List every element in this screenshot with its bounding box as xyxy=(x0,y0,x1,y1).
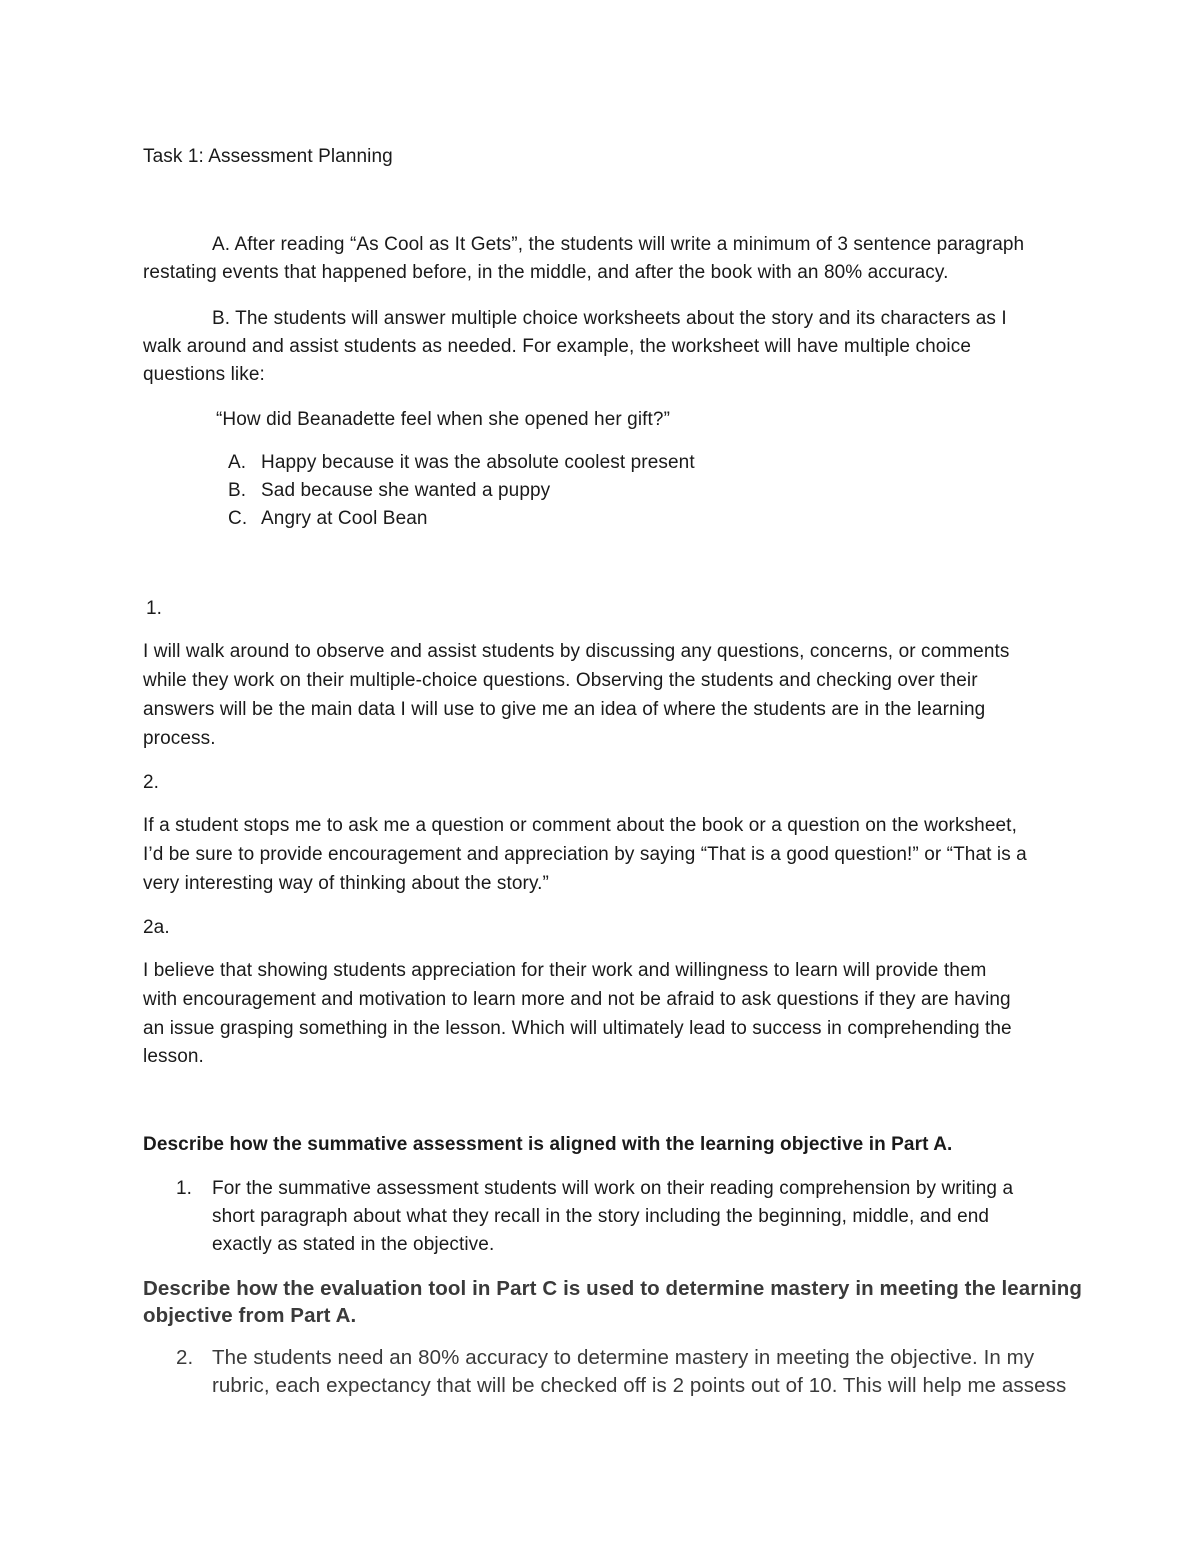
document-title: Task 1: Assessment Planning xyxy=(143,146,393,167)
section-1-line: I will walk around to observe and assist students by discussing any questions, concerns, or comments xyxy=(143,641,1010,662)
objective-b-line-1: B. The students will answer multiple choice worksheets about the story and its characters as I xyxy=(212,308,1007,329)
choice-text: Angry at Cool Bean xyxy=(261,508,428,529)
choice-letter: B. xyxy=(228,480,247,501)
section-2-line: I’d be sure to provide encouragement and appreciation by saying “That is a good question!” or “That is a xyxy=(143,844,1027,865)
section-2a-line: lesson. xyxy=(143,1046,204,1067)
section-2-line: very interesting way of thinking about the story.” xyxy=(143,873,549,894)
section-2a-line: with encouragement and motivation to learn more and not be afraid to ask questions if they are having xyxy=(143,989,1011,1010)
section-2a-line: I believe that showing students appreciation for their work and willingness to learn will provide them xyxy=(143,960,987,981)
objective-a-line-2: restating events that happened before, in the middle, and after the book with an 80% accuracy. xyxy=(143,262,949,283)
section-1-line: while they work on their multiple-choice questions. Observing the students and checking over their xyxy=(143,670,978,691)
sample-question: “How did Beanadette feel when she opened her gift?” xyxy=(216,409,671,430)
evaluation-item-number: 2. xyxy=(176,1346,194,1369)
choice-text: Happy because it was the absolute coolest present xyxy=(261,452,695,473)
evaluation-line: The students need an 80% accuracy to determine mastery in meeting the objective. In my xyxy=(212,1346,1035,1369)
choice-letter: A. xyxy=(228,452,247,473)
section-1-label: 1. xyxy=(146,598,163,619)
summative-line: short paragraph about what they recall in the story including the beginning, middle, and end xyxy=(212,1206,990,1227)
section-2a-line: an issue grasping something in the lesson. Which will ultimately lead to success in comprehending the xyxy=(143,1018,1012,1039)
summative-line: For the summative assessment students will work on their reading comprehension by writing a xyxy=(212,1178,1014,1199)
section-2-label: 2. xyxy=(143,772,160,793)
evaluation-line: rubric, each expectancy that will be checked off is 2 points out of 10. This will help me assess xyxy=(212,1374,1067,1397)
evaluation-heading-line-1: Describe how the evaluation tool in Part C is used to determine mastery in meeting the learning xyxy=(143,1277,1083,1300)
section-1-line: answers will be the main data I will use to give me an idea of where the students are in the learning xyxy=(143,699,986,720)
objective-b-line-3: questions like: xyxy=(143,364,265,385)
summative-item-number: 1. xyxy=(176,1178,193,1199)
choice-text: Sad because she wanted a puppy xyxy=(261,480,551,501)
choice-letter: C. xyxy=(228,508,248,529)
summative-line: exactly as stated in the objective. xyxy=(212,1234,495,1255)
summative-heading: Describe how the summative assessment is aligned with the learning objective in Part A. xyxy=(143,1134,953,1155)
section-1-line: process. xyxy=(143,728,216,749)
objective-b-line-2: walk around and assist students as needed. For example, the worksheet will have multiple choice xyxy=(143,336,971,357)
section-2-line: If a student stops me to ask me a question or comment about the book or a question on the worksheet, xyxy=(143,815,1017,836)
objective-a-line-1: A. After reading “As Cool as It Gets”, the students will write a minimum of 3 sentence paragraph xyxy=(212,234,1025,255)
section-2a-label: 2a. xyxy=(143,917,170,938)
evaluation-heading-line-2: objective from Part A. xyxy=(143,1304,357,1327)
